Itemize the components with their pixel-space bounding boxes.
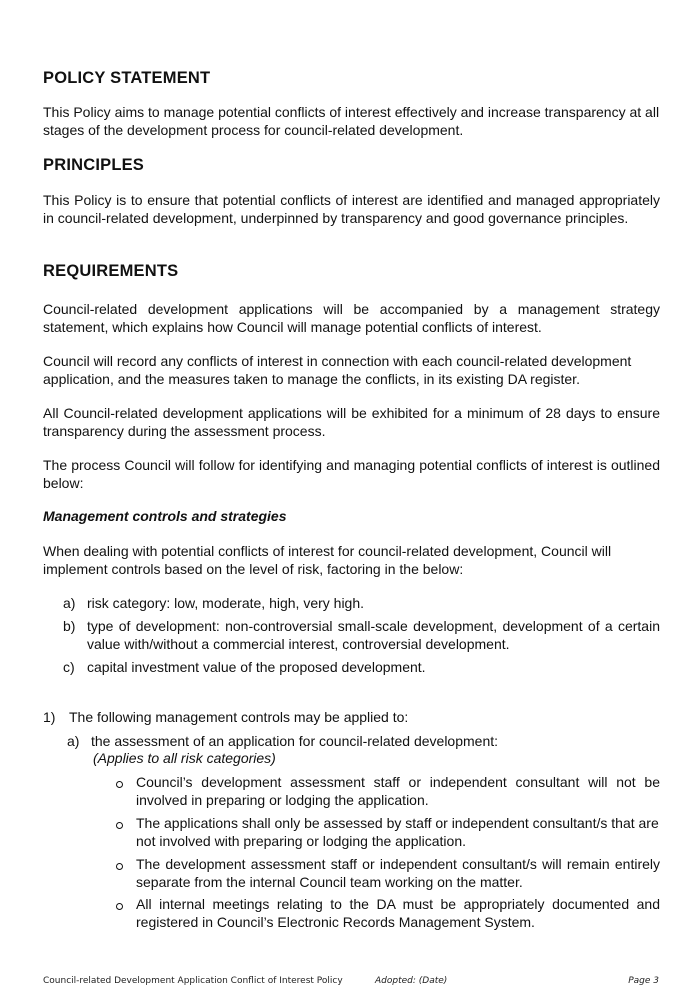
principles-body: This Policy is to ensure that potential conflicts of interest are identified and managed appropriately in council-related development, underpinned by transparency and good governance principles. bbox=[43, 192, 660, 226]
bullet-circle-icon bbox=[116, 781, 123, 788]
bullet-text: The development assessment staff or independent consultant/s will remain entirely separate from the internal Council team working on the matter. bbox=[136, 856, 660, 890]
bullet-circle-icon bbox=[116, 863, 123, 870]
footer-page-number: Page 3 bbox=[628, 976, 659, 986]
list-item-text: risk category: low, moderate, high, very high. bbox=[87, 595, 365, 611]
bullet-text: Council’s development assessment staff or independent consultant will not be involved in preparing or lodging the application. bbox=[136, 774, 660, 808]
requirements-paragraph: Council will record any conflicts of interest in connection with each council-related development application, and the measures taken to manage the conflicts, in its existing DA register. bbox=[43, 353, 632, 387]
list-marker: a) bbox=[67, 733, 80, 749]
footer-title: Council-related Development Application Conflict of Interest Policy bbox=[43, 976, 343, 986]
list-item-text: capital investment value of the proposed development. bbox=[87, 659, 426, 675]
policy-statement-heading: POLICY STATEMENT bbox=[43, 69, 211, 87]
requirements-heading: REQUIREMENTS bbox=[43, 262, 179, 280]
requirements-paragraph: All Council-related development applications will be exhibited for a minimum of 28 days to ensure transparency during the assessment process. bbox=[43, 405, 660, 439]
list-marker: c) bbox=[63, 659, 75, 675]
risk-note: (Applies to all risk categories) bbox=[93, 750, 276, 766]
list-item-text: the assessment of an application for council-related development: bbox=[91, 733, 499, 749]
requirements-paragraph: Council-related development applications will be accompanied by a management strategy statement, which explains how Council will manage potential conflicts of interest. bbox=[43, 301, 660, 335]
list-marker: a) bbox=[63, 595, 76, 611]
policy-statement-body: This Policy aims to manage potential conflicts of interest effectively and increase transparency at all stages of the development process for council-related development. bbox=[43, 104, 660, 138]
footer-adopted: Adopted: (Date) bbox=[375, 976, 448, 986]
management-subheading: Management controls and strategies bbox=[43, 508, 287, 524]
bullet-circle-icon bbox=[116, 822, 123, 829]
principles-heading: PRINCIPLES bbox=[43, 156, 145, 174]
bullet-circle-icon bbox=[116, 903, 123, 910]
list-item-text: The following management controls may be applied to: bbox=[69, 709, 409, 725]
list-marker: b) bbox=[63, 618, 76, 634]
bullet-text: All internal meetings relating to the DA must be appropriately documented and registered in Council’s Electronic Records Management System. bbox=[136, 896, 660, 930]
list-marker: 1) bbox=[43, 709, 56, 725]
bullet-text: The applications shall only be assessed by staff or independent consultant/s that are not involved with preparing or lodging the application. bbox=[136, 815, 659, 849]
requirements-paragraph: The process Council will follow for identifying and managing potential conflicts of interest is outlined below: bbox=[43, 457, 660, 491]
list-item-text: type of development: non-controversial small-scale development, development of a certain value with/without a commercial interest, controversial development. bbox=[87, 618, 660, 652]
management-intro: When dealing with potential conflicts of interest for council-related development, Council will implement controls based on the level of risk, factoring in the below: bbox=[43, 543, 612, 577]
